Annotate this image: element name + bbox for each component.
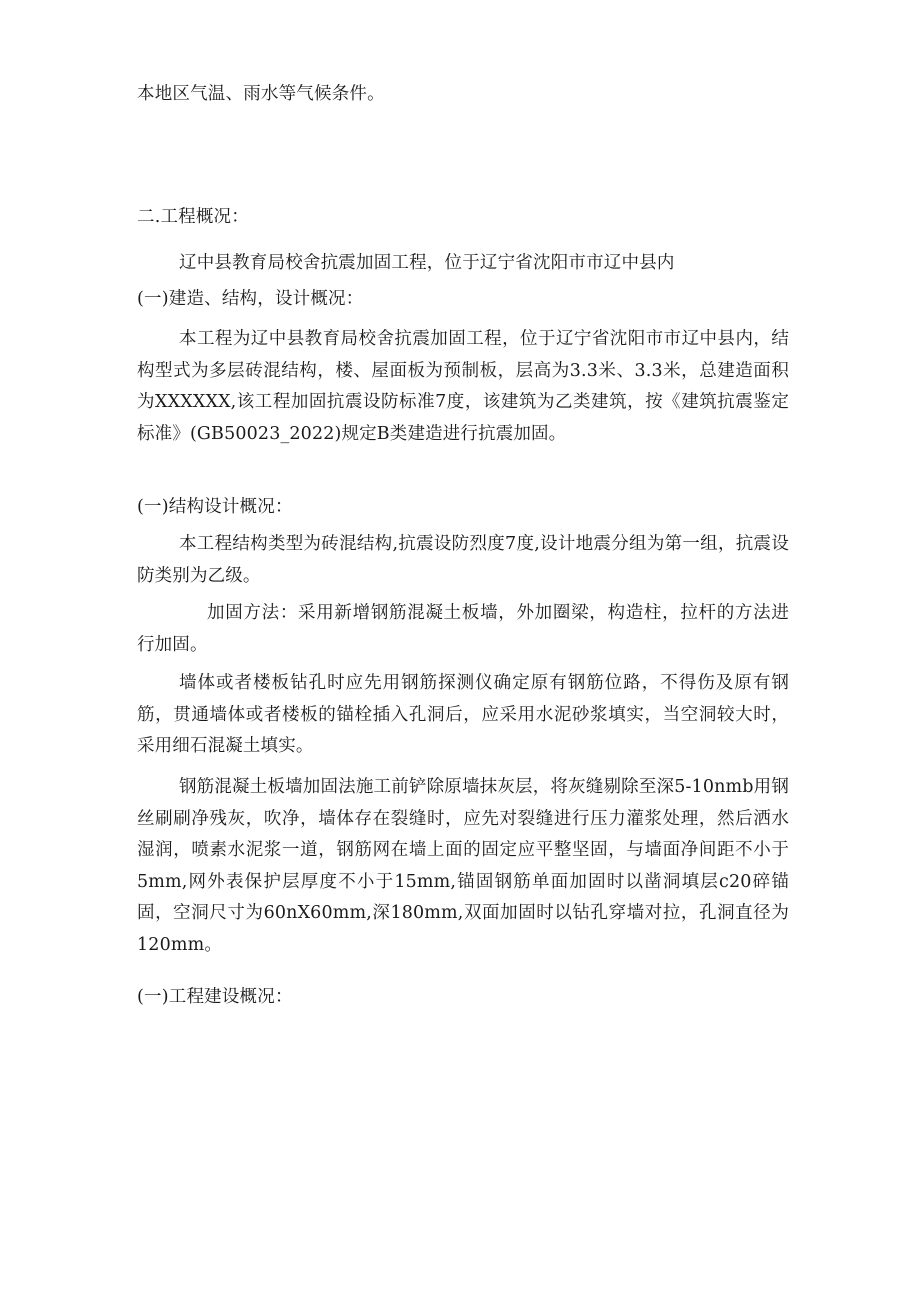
section-two-heading: 二.工程概况： bbox=[137, 207, 249, 227]
building-design-heading: (一)建造、结构，设计概况： bbox=[137, 289, 364, 309]
drilling-paragraph: 墙体或者楼板钻孔时应先用钢筋探测仪确定原有钢筋位路，不得伤及原有钢筋，贯通墙体或者楼板的锚栓插入孔洞后，应采用水泥砂浆填实，当空洞较大时，采用细石混凝土填实。 bbox=[137, 673, 789, 756]
structure-design-heading: (一)结构设计概况： bbox=[137, 497, 293, 517]
structure-design-paragraph: 本工程结构类型为砖混结构,抗震设防烈度7度,设计地震分组为第一组，抗震设防类别为乙级。 bbox=[137, 534, 789, 586]
construction-overview-heading: (一)工程建设概况： bbox=[137, 987, 293, 1007]
wall-reinforcement-paragraph: 钢筋混凝土板墙加固法施工前铲除原墙抹灰层，将灰缝剔除至深5-10nmb用钢丝刷刷净残灰，吹净，墙体存在裂缝时，应先对裂缝进行压力灌浆处理，然后洒水湿润，喷素水泥浆一道，钢筋网在墙上面的固定应平整坚固，与墙面净间距不小于5mm,网外表保护层厚度不小于15mm,锚固钢筋单面加固时以凿洞填层c20碎锚固，空洞尺寸为60nX60mm,深180mm,双面加固时以钻孔穿墙对拉，孔洞直径为120mm。 bbox=[137, 777, 789, 955]
climate-line: 本地区气温、雨水等气候条件。 bbox=[137, 84, 385, 104]
building-design-paragraph: 本工程为辽中县教育局校舍抗震加固工程，位于辽宁省沈阳市市辽中县内，结构型式为多层砖混结构，楼、屋面板为预制板，层高为3.3米、3.3米，总建造面积为XXXXXX,该工程加固抗震设防标准7度，该建筑为乙类建筑，按《建筑抗震鉴定标准》(GB50023_2022)规定B类建造进行抗震加固。 bbox=[137, 329, 789, 444]
reinforcement-method-paragraph: 加固方法：采用新增钢筋混凝土板墙，外加圈梁，构造柱，拉杆的方法进行加固。 bbox=[137, 603, 789, 655]
project-location-line: 辽中县教育局校舍抗震加固工程，位于辽宁省沈阳市市辽中县内 bbox=[179, 253, 675, 273]
